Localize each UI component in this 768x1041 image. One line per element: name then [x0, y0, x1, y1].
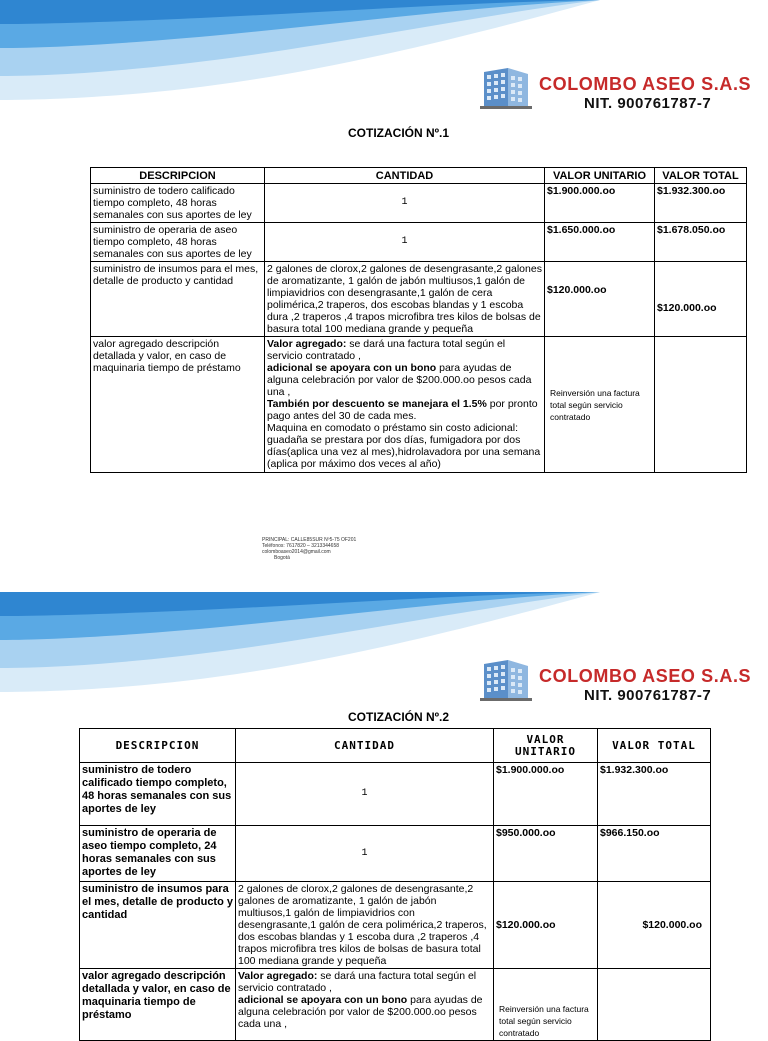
- table-row: [80, 969, 711, 1041]
- header-cantidad: CANTIDAD: [265, 168, 545, 184]
- footer-email: colomboaseo2014@gmail.com: [262, 549, 331, 555]
- cell-valor-unitario: Reinversión una factura total según servicio contratado: [494, 969, 598, 1041]
- cell-cantidad: 1: [236, 763, 494, 826]
- maquina-text: Maquina en comodato o préstamo sin costo adicional: guadaña se prestara por dos días, fumigadora por dos días(aplica una vez al mes),hidrolavadora por una semana (aplica por máximo dos veces al año): [267, 422, 541, 470]
- valor-agregado-text: se dará una factura total según el servicio contratado ,: [267, 338, 506, 362]
- descuento-label: También por descuento se manejara el 1.5%: [267, 398, 487, 410]
- header-descripcion: DESCRIPCION: [91, 168, 265, 184]
- quote-page-2: [0, 592, 768, 1038]
- footer-address: PRINCIPAL: CALLE85SUR Nº5-75 OF201: [262, 537, 357, 543]
- cell-cantidad: 2 galones de clorox,2 galones de desengrasante,2 galones de aromatizante, 1 galón de jabón multiusos,1 galón de limpiavidrios con desengrasante,1 galón de cera polimérica,2 traperos, dos escobas blandas y 1 escoba dura ,2 traperos ,4 trapos microfibra tres kilos de bolsas de basura total 100 mediana grande y pequeña: [236, 882, 494, 969]
- table-header-row: [80, 729, 711, 763]
- quote-table: [79, 728, 711, 1041]
- cell-valor-total: $1.932.300.oo: [655, 184, 747, 223]
- cell-cantidad: 1: [236, 826, 494, 882]
- footer-phones: Teléfonos: 7617820 – 3213344658: [262, 543, 340, 549]
- cell-valor-total: [655, 337, 747, 473]
- company-name: COLOMBO ASEO S.A.S: [539, 666, 752, 686]
- company-nit: NIT. 900761787-7: [584, 687, 712, 704]
- cell-valor-unitario: $1.650.000.oo: [545, 223, 655, 262]
- table-header-row: [91, 168, 747, 184]
- footer-contact: [262, 537, 356, 561]
- cell-valor-unitario: $1.900.000.oo: [545, 184, 655, 223]
- company-name: COLOMBO ASEO S.A.S: [539, 74, 752, 94]
- bono-label: adicional se apoyara con un bono: [267, 362, 437, 374]
- bono-text: para ayudas de alguna celebración por valor de $200.000.oo pesos cada una ,: [238, 994, 483, 1030]
- table-row: [91, 184, 747, 223]
- cell-descripcion: suministro de operaria de aseo tiempo completo, 24 horas semanales con sus aportes de ley: [80, 826, 236, 882]
- cell-valor-unitario: $1.900.000.oo: [494, 763, 598, 826]
- cell-cantidad: 2 galones de clorox,2 galones de desengrasante,2 galones de aromatizante, 1 galón de jabón multiusos,1 galón de limpiavidrios con desengrasante,1 galón de cera polimérica,2 traperos, dos escobas blandas y 1 escoba dura ,2 traperos ,4 trapos microfibra tres kilos de bolsas de basura total 100 mediana grande y pequeña: [265, 262, 545, 337]
- cell-valor-total: $1.678.050.oo: [655, 223, 747, 262]
- cell-descripcion: suministro de insumos para el mes, detalle de producto y cantidad: [80, 882, 236, 969]
- cell-valor-total: [598, 969, 711, 1041]
- valor-agregado-label: Valor agregado:: [238, 970, 318, 982]
- cell-cantidad-valor-agregado: [265, 337, 545, 473]
- company-nit: NIT. 900761787-7: [584, 95, 712, 112]
- cell-cantidad-valor-agregado: [236, 969, 494, 1041]
- cell-cantidad: 1: [265, 223, 545, 262]
- cell-valor-total: $966.150.oo: [598, 826, 711, 882]
- cell-descripcion: valor agregado descripción detallada y valor, en caso de maquinaria tiempo de préstamo: [91, 337, 265, 473]
- company-logo: [480, 66, 768, 118]
- quote-table: [90, 167, 747, 473]
- cell-valor-total: $120.000.oo: [655, 262, 747, 337]
- cell-descripcion: suministro de insumos para el mes, detalle de producto y cantidad: [91, 262, 265, 337]
- header-valor-unitario: VALOR UNITARIO: [545, 168, 655, 184]
- valor-agregado-text: se dará una factura total según el servicio contratado ,: [238, 970, 477, 994]
- bono-text: para ayudas de alguna celebración por valor de $200.000.oo pesos cada una ,: [267, 362, 532, 398]
- cell-valor-total: $120.000.oo: [598, 882, 711, 969]
- descuento-text: por pronto pago antes del 30 de cada mes.: [267, 398, 538, 422]
- quote-title: COTIZACIÓN Nº.2: [348, 710, 450, 724]
- quote-title: COTIZACIÓN Nº.1: [348, 126, 450, 140]
- header-valor-total: VALOR TOTAL: [598, 729, 711, 763]
- footer-city: Bogotá: [274, 555, 290, 561]
- table-row: [80, 763, 711, 826]
- cell-descripcion: suministro de todero calificado tiempo completo, 48 horas semanales con sus aportes de ley: [91, 184, 265, 223]
- cell-valor-unitario: $120.000.oo: [494, 882, 598, 969]
- cell-valor-total: $1.932.300.oo: [598, 763, 711, 826]
- cell-valor-unitario: Reinversión una factura total según servicio contratado: [545, 337, 655, 473]
- cell-valor-unitario: $120.000.oo: [545, 262, 655, 337]
- cell-descripcion: valor agregado descripción detallada y valor, en caso de maquinaria tiempo de préstamo: [80, 969, 236, 1041]
- bono-label: adicional se apoyara con un bono: [238, 994, 408, 1006]
- building-icon: [480, 66, 532, 110]
- header-valor-unitario: VALOR UNITARIO: [494, 729, 598, 763]
- table-row: [91, 337, 747, 473]
- cell-descripcion: suministro de operaria de aseo tiempo completo, 48 horas semanales con sus aportes de ley: [91, 223, 265, 262]
- company-logo: [480, 658, 768, 710]
- table-row: [80, 882, 711, 969]
- header-descripcion: DESCRIPCION: [80, 729, 236, 763]
- cell-cantidad: 1: [265, 184, 545, 223]
- header-cantidad: CANTIDAD: [236, 729, 494, 763]
- table-row: [80, 826, 711, 882]
- building-icon: [480, 658, 532, 702]
- valor-agregado-label: Valor agregado:: [267, 338, 347, 350]
- table-row: [91, 223, 747, 262]
- cell-descripcion: suministro de todero calificado tiempo completo, 48 horas semanales con sus aportes de ley: [80, 763, 236, 826]
- table-row: [91, 262, 747, 337]
- header-valor-total: VALOR TOTAL: [655, 168, 747, 184]
- cell-valor-unitario: $950.000.oo: [494, 826, 598, 882]
